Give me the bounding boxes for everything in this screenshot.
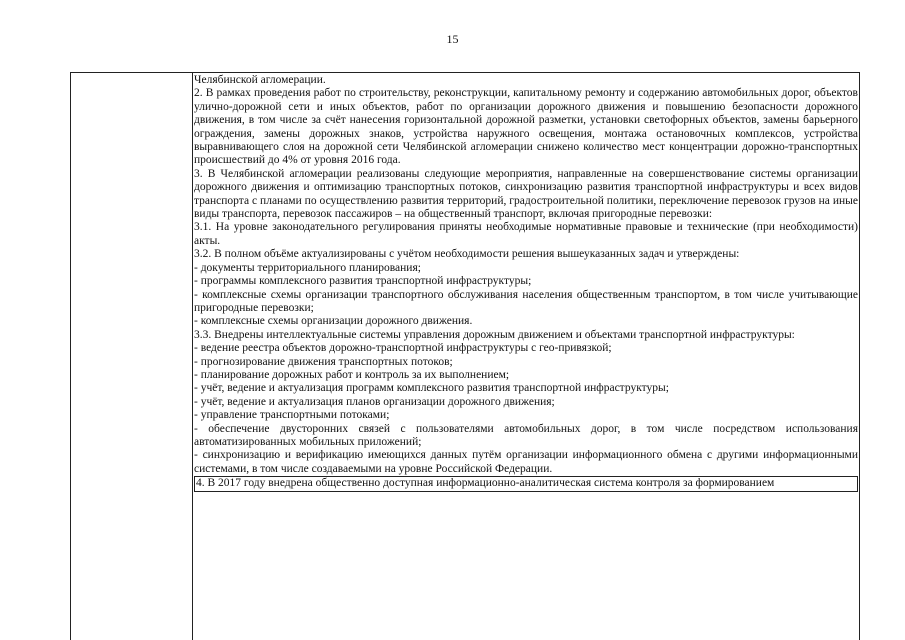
paragraph: 4. В 2017 году внедрена общественно доступная информационно-аналитическая система контроля за формированием — [194, 476, 858, 491]
list-item: - комплексные схемы организации транспортного обслуживания населения общественным транспортом, в том числе учитывающие пригородные перевозки; — [194, 288, 858, 314]
list-item: - документы территориального планирования; — [194, 261, 421, 274]
paragraph: 3.3. Внедрены интеллектуальные системы управления дорожным движением и объектами транспортной инфраструктуры: — [194, 328, 795, 341]
table-column-divider — [192, 72, 193, 640]
list-item: - обеспечение двусторонних связей с пользователями автомобильных дорог, в том числе посредством использования автоматизированных мобильных приложений; — [194, 422, 858, 448]
list-item: - комплексные схемы организации дорожного движения. — [194, 315, 473, 328]
table-content-cell — [194, 74, 858, 492]
page-number: 15 — [446, 32, 459, 46]
paragraph: 3.1. На уровне законодательного регулирования приняты необходимые нормативные правовые и технические (при необходимости) акты. — [194, 221, 858, 247]
list-item: - ведение реестра объектов дорожно-транспортной инфраструктуры с гео-привязкой; — [194, 342, 612, 355]
list-item: - прогнозирование движения транспортных потоков; — [194, 355, 453, 368]
list-item: - управление транспортными потоками; — [194, 409, 390, 422]
paragraph: 3.2. В полном объёме актуализированы с учётом необходимости решения вышеуказанных задач и утверждены: — [194, 248, 740, 261]
paragraph: Челябинской агломерации. — [194, 74, 326, 86]
list-item: - синхронизацию и верификацию имеющихся данных путём организации информационного обмена с другими информационными системами, в том числе создаваемыми на уровне Российской Федерации. — [194, 449, 858, 475]
list-item: - планирование дорожных работ и контроль за их выполнением; — [194, 368, 510, 381]
paragraph: 2. В рамках проведения работ по строительству, реконструкции, капитальному ремонту и содержанию автомобильных дорог, объектов улично-дорожной сети и иных объектов, работ по организации дорожного движения и повышению безопасности дорожного движения, в том числе за счёт нанесения горизонтальной дорожной разметки, установки светофорных объектов, замены барьерного ограждения, замены дорожных знаков, устройства наружного освещения, монтажа остановочных комплексов, устройства выравнивающего слоя на дорожной сети Челябинской агломерации снижено количество мест концентрации дорожно-транспортных происшествий до 4% от уровня 2016 года. — [194, 87, 858, 167]
list-item: - учёт, ведение и актуализация планов организации дорожного движения; — [194, 395, 555, 408]
list-item: - программы комплексного развития транспортной инфраструктуры; — [194, 275, 532, 288]
paragraph: 3. В Челябинской агломерации реализованы следующие мероприятия, направленные на совершенствование системы организации дорожного движения и оптимизацию транспортных потоков, синхронизацию развития транспортной инфраструктуры и всех видов транспорта с планами по осуществлению развития территорий, градостроительной политики, переключение перевозок грузов на иные виды транспорта, перевозок пассажиров – на общественный транспорт, включая пригородные перевозки: — [194, 167, 858, 221]
list-item: - учёт, ведение и актуализация программ комплексного развития транспортной инфраструктуры; — [194, 382, 669, 395]
